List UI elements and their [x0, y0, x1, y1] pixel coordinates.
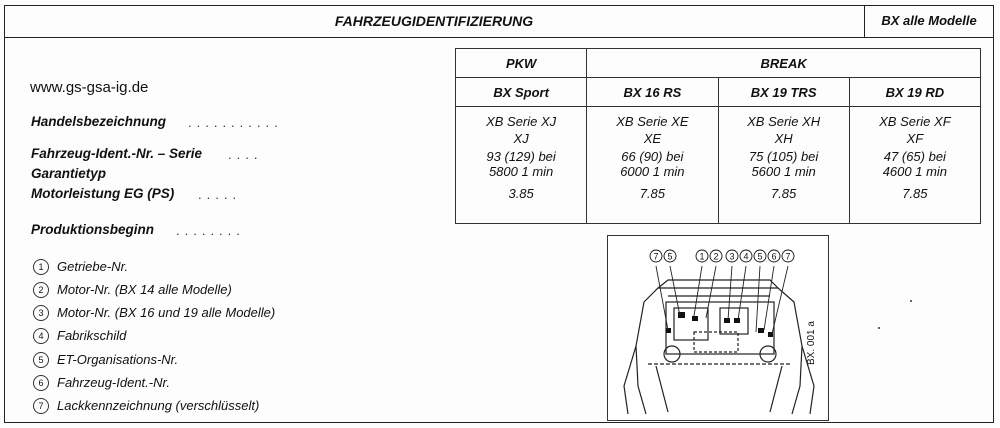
power-line-2: 5800 1 min	[488, 164, 554, 179]
handelsbezeichnung-value: XB Serie XH	[747, 114, 821, 129]
scan-speck	[910, 300, 912, 302]
model-name: BX Sport	[456, 78, 587, 107]
dot-leader: ........	[176, 223, 245, 238]
legend-number: 3	[33, 305, 49, 321]
model-scope: BX alle Modelle	[881, 13, 977, 28]
production-start-value: 7.85	[639, 186, 666, 201]
legend-number: 2	[33, 282, 49, 298]
callout-label: 5	[757, 251, 763, 262]
figure-code: BX. 001 a	[806, 321, 817, 365]
group-break: BREAK	[587, 49, 981, 78]
callout-label: 7	[653, 251, 659, 262]
callout-label: 2	[713, 251, 719, 262]
legend-text: Getriebe-Nr.	[57, 259, 129, 274]
legend-text: Motor-Nr. (BX 16 und 19 alle Modelle)	[57, 305, 276, 320]
label-motorleistung: Motorleistung EG (PS)	[31, 186, 175, 201]
legend-item	[33, 352, 178, 368]
callout-label: 6	[771, 251, 777, 262]
legend-item	[33, 305, 275, 321]
power-value	[456, 149, 586, 183]
label-handelsbezeichnung: Handelsbezeichnung	[31, 114, 167, 129]
power-line-1: 47 (65) bei	[883, 149, 946, 164]
model-column	[456, 107, 587, 224]
callout-label: 4	[743, 251, 749, 262]
production-start-value: 7.85	[770, 186, 797, 201]
legend-number: 5	[33, 352, 49, 368]
garantietyp-value: XE	[643, 131, 662, 146]
dot-leader: ...........	[188, 115, 283, 130]
group-pkw: PKW	[456, 49, 587, 78]
legend-text: ET-Organisations-Nr.	[57, 352, 179, 367]
model-column	[718, 107, 849, 224]
callout-label: 5	[667, 251, 673, 262]
model-name: BX 16 RS	[587, 78, 718, 107]
dot-leader: ....	[228, 147, 263, 162]
power-value	[587, 149, 717, 183]
label-garantietyp: Garantietyp	[31, 166, 107, 181]
power-line-1: 75 (105) bei	[748, 149, 819, 164]
handelsbezeichnung-value: XB Serie XJ	[486, 114, 557, 129]
legend-number: 1	[33, 259, 49, 275]
label-ident-serie: Fahrzeug-Ident.-Nr. – Serie	[31, 146, 203, 161]
legend-text: Fabrikschild	[57, 328, 127, 343]
legend-number: 4	[33, 328, 49, 344]
legend-item	[33, 398, 259, 414]
garantietyp-value: XF	[906, 131, 924, 146]
power-value	[719, 149, 849, 183]
dot-leader: .....	[198, 187, 242, 202]
power-value	[850, 149, 980, 183]
car-front-illustration	[608, 236, 830, 422]
production-start-value: 3.85	[508, 186, 534, 201]
legend-item	[33, 282, 232, 298]
power-line-2: 4600 1 min	[882, 164, 948, 179]
website-link[interactable]: www.gs-gsa-ig.de	[30, 79, 149, 96]
model-column	[849, 107, 980, 224]
callout-label: 3	[729, 251, 735, 262]
header-bar	[4, 5, 994, 38]
handelsbezeichnung-value: XB Serie XE	[616, 114, 689, 129]
power-line-1: 93 (129) bei	[486, 149, 556, 164]
label-produktionsbeginn: Produktionsbeginn	[31, 222, 154, 237]
power-line-2: 5600 1 min	[751, 164, 816, 179]
power-line-2: 6000 1 min	[620, 164, 685, 179]
page-title: FAHRZEUGIDENTIFIZIERUNG	[334, 13, 534, 29]
legend-text: Motor-Nr. (BX 14 alle Modelle)	[57, 282, 232, 297]
power-line-1: 66 (90) bei	[621, 149, 684, 164]
scan-speck	[878, 327, 880, 329]
model-column	[587, 107, 718, 224]
model-name: BX 19 RD	[849, 78, 980, 107]
legend-number: 7	[33, 398, 49, 414]
handelsbezeichnung-value: XB Serie XF	[879, 114, 951, 129]
legend-item	[33, 259, 128, 275]
legend-item	[33, 328, 126, 344]
model-spec-table	[455, 48, 981, 224]
callout-label: 7	[785, 251, 791, 262]
legend-text: Fahrzeug-Ident.-Nr.	[57, 375, 170, 390]
garantietyp-value: XJ	[513, 131, 529, 146]
production-start-value: 7.85	[902, 186, 928, 201]
legend-item	[33, 375, 170, 391]
callout-label: 1	[699, 251, 705, 262]
garantietyp-value: XH	[774, 131, 793, 146]
legend-text: Lackkennzeichnung (verschlüsselt)	[57, 398, 260, 413]
model-name: BX 19 TRS	[718, 78, 849, 107]
legend-number: 6	[33, 375, 49, 391]
engine-bay-diagram	[607, 235, 829, 421]
